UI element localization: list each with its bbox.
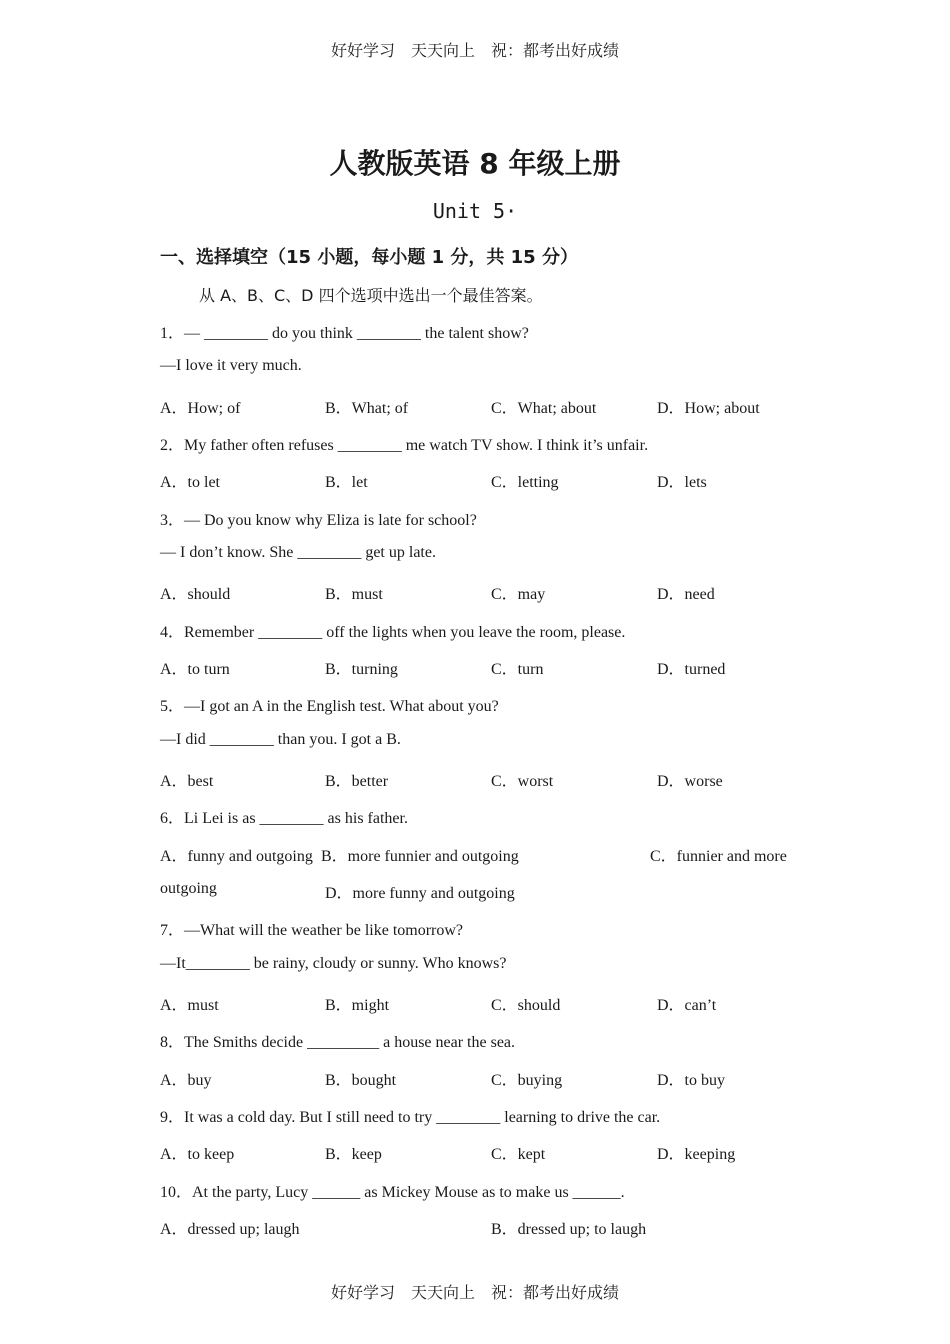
- question-9-option-c: C．kept: [491, 1146, 546, 1163]
- question-7-option-a: A．must: [160, 997, 219, 1014]
- question-3-option-a: A．should: [160, 586, 231, 603]
- question-4-stem: 4．Remember ________ off the lights when you leave the room, please.: [160, 624, 626, 641]
- question-2-option-a: A．to let: [160, 474, 220, 491]
- question-7-line2: —It________ be rainy, cloudy or sunny. Who knows?: [160, 955, 507, 972]
- question-1-option-d: D．How; about: [657, 400, 760, 417]
- question-3-option-b: B．must: [325, 586, 383, 603]
- question-6-option-c-continued: outgoing: [160, 880, 217, 897]
- question-5-option-a: A．best: [160, 773, 214, 790]
- question-4-option-d: D．turned: [657, 661, 726, 678]
- question-2-option-d: D．lets: [657, 474, 707, 491]
- question-6-stem: 6．Li Lei is as ________ as his father.: [160, 810, 408, 827]
- question-4-option-c: C．turn: [491, 661, 544, 678]
- question-2-stem: 2．My father often refuses ________ me watch TV show. I think it’s unfair.: [160, 437, 649, 454]
- question-3-option-d: D．need: [657, 586, 715, 603]
- question-10-option-b: B．dressed up; to laugh: [491, 1221, 647, 1238]
- question-5-stem: 5．—I got an A in the English test. What about you?: [160, 698, 499, 715]
- question-4-option-a: A．to turn: [160, 661, 230, 678]
- section-heading: 一、选择填空（15 小题，每小题 1 分，共 15 分）: [160, 247, 578, 268]
- question-6-option-c: C．funnier and more: [650, 848, 787, 865]
- question-4-option-b: B．turning: [325, 661, 398, 678]
- question-9-stem: 9．It was a cold day. But I still need to try ________ learning to drive the car.: [160, 1109, 661, 1126]
- instruction-text: 从 A、B、C、D 四个选项中选出一个最佳答案。: [199, 286, 543, 305]
- question-5-option-b: B．better: [325, 773, 389, 790]
- question-5-line2: —I did ________ than you. I got a B.: [160, 731, 401, 748]
- question-2-option-c: C．letting: [491, 474, 559, 491]
- question-9-option-d: D．keeping: [657, 1146, 736, 1163]
- question-8-option-c: C．buying: [491, 1072, 563, 1089]
- question-7-option-b: B．might: [325, 997, 390, 1014]
- question-7-stem: 7．—What will the weather be like tomorrow?: [160, 922, 464, 939]
- document-title: 人教版英语 8 年级上册: [329, 147, 621, 180]
- question-7-option-c: C．should: [491, 997, 561, 1014]
- question-6-option-a: A．funny and outgoing: [160, 848, 313, 865]
- question-10-stem: 10．At the party, Lucy ______ as Mickey Mouse as to make us ______.: [160, 1184, 625, 1201]
- question-7-option-d: D．can’t: [657, 997, 717, 1014]
- unit-heading: Unit 5·: [432, 199, 518, 223]
- page-footer: 好好学习 天天向上 祝：都考出好成绩: [330, 1283, 619, 1302]
- question-3-option-c: C．may: [491, 586, 546, 603]
- question-1-option-b: B．What; of: [325, 400, 409, 417]
- question-6-option-d: D．more funny and outgoing: [325, 885, 515, 902]
- question-8-stem: 8．The Smiths decide _________ a house near the sea.: [160, 1034, 516, 1051]
- question-6-option-b: B．more funnier and outgoing: [321, 848, 519, 865]
- question-1-stem: 1．— ________ do you think ________ the talent show?: [160, 325, 529, 342]
- question-10-option-a: A．dressed up; laugh: [160, 1221, 300, 1238]
- page-header: 好好学习 天天向上 祝：都考出好成绩: [330, 41, 619, 60]
- question-5-option-c: C．worst: [491, 773, 554, 790]
- question-1-option-a: A．How; of: [160, 400, 241, 417]
- question-1-line2: —I love it very much.: [160, 357, 302, 374]
- question-8-option-d: D．to buy: [657, 1072, 726, 1089]
- question-8-option-b: B．bought: [325, 1072, 397, 1089]
- question-5-option-d: D．worse: [657, 773, 723, 790]
- question-3-line2: — I don’t know. She ________ get up late.: [160, 544, 436, 561]
- question-9-option-b: B．keep: [325, 1146, 382, 1163]
- question-1-option-c: C．What; about: [491, 400, 597, 417]
- question-8-option-a: A．buy: [160, 1072, 212, 1089]
- question-9-option-a: A．to keep: [160, 1146, 235, 1163]
- question-3-stem: 3．— Do you know why Eliza is late for school?: [160, 512, 477, 529]
- question-2-option-b: B．let: [325, 474, 368, 491]
